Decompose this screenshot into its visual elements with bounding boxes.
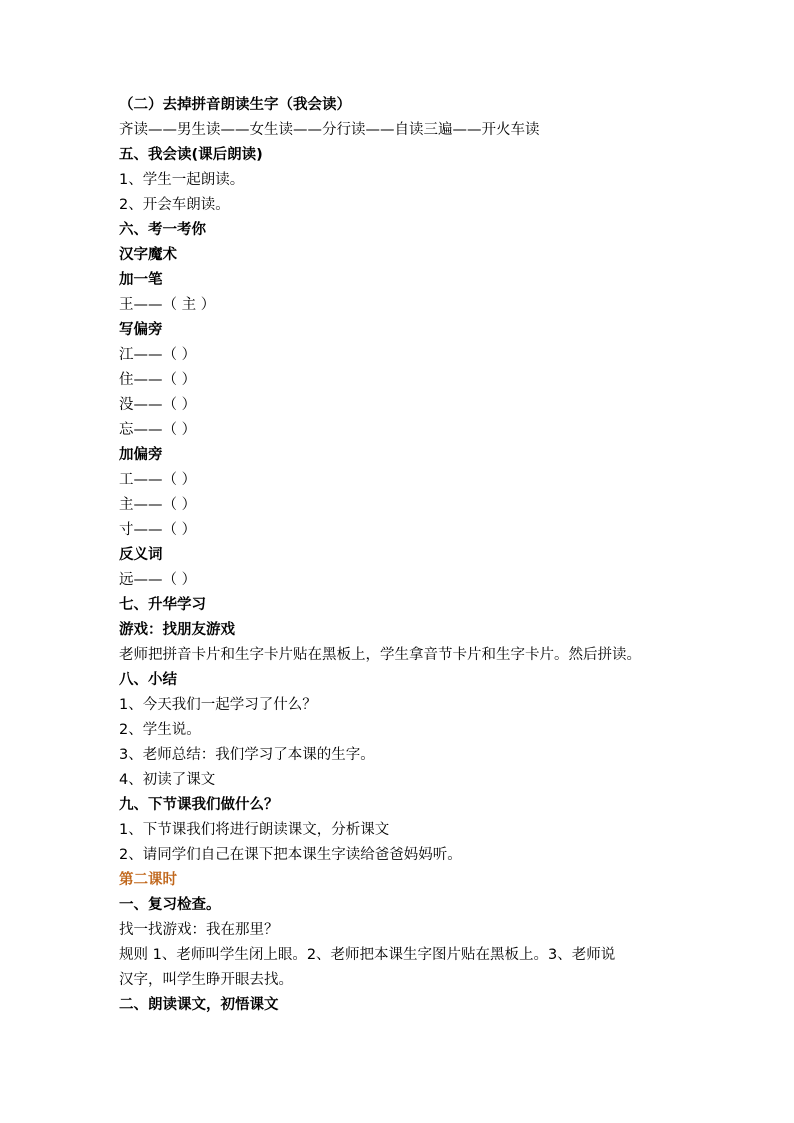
- subheading: 加一笔: [119, 272, 163, 288]
- exercise-item: 江——（ ）: [119, 347, 197, 363]
- paragraph: 3、老师总结：我们学习了本课的生字。: [119, 747, 375, 763]
- paragraph: 2、请同学们自己在课下把本课生字读给爸爸妈妈听。: [119, 847, 462, 863]
- exercise-item: 工——（ ）: [119, 472, 197, 488]
- section-heading: 七、升华学习: [119, 597, 206, 613]
- exercise-item: 王——（ 主 ）: [119, 297, 216, 313]
- paragraph: 2、开会车朗读。: [119, 197, 230, 213]
- section-heading: 一、复习检查。: [119, 897, 221, 913]
- subheading: 加偏旁: [119, 447, 163, 463]
- paragraph: 齐读——男生读——女生读——分行读——自读三遍——开火车读: [119, 122, 540, 138]
- exercise-item: 住——（ ）: [119, 372, 197, 388]
- section-heading: （二）去掉拼音朗读生字（我会读）: [119, 97, 351, 113]
- subheading: 游戏：找朋友游戏: [119, 622, 235, 638]
- exercise-item: 主——（ ）: [119, 497, 197, 513]
- paragraph: 2、学生说。: [119, 722, 201, 738]
- paragraph: 找一找游戏：我在那里？: [119, 922, 279, 938]
- exercise-item: 寸——（ ）: [119, 522, 197, 538]
- paragraph: 1、今天我们一起学习了什么？: [119, 697, 317, 713]
- paragraph: 规则 1、老师叫学生闭上眼。2、老师把本课生字图片贴在黑板上。3、老师说: [119, 947, 616, 963]
- subheading: 汉字魔术: [119, 247, 177, 263]
- section-heading: 九、下节课我们做什么？: [119, 797, 279, 813]
- section-heading: 六、考一考你: [119, 222, 206, 238]
- exercise-item: 忘——（ ）: [119, 422, 197, 438]
- lesson-heading: 第二课时: [119, 872, 177, 888]
- subheading: 反义词: [119, 547, 163, 563]
- paragraph: 老师把拼音卡片和生字卡片贴在黑板上，学生拿音节卡片和生字卡片。然后拼读。: [119, 647, 641, 663]
- section-heading: 五、我会读(课后朗读): [119, 147, 263, 163]
- exercise-item: 没——（ ）: [119, 397, 197, 413]
- paragraph: 1、学生一起朗读。: [119, 172, 245, 188]
- document-body: [119, 93, 719, 1018]
- paragraph: 4、初读了课文: [119, 772, 216, 788]
- exercise-item: 远——（ ）: [119, 572, 197, 588]
- paragraph: 1、下节课我们将进行朗读课文，分析课文: [119, 822, 390, 838]
- section-heading: 八、小结: [119, 672, 177, 688]
- paragraph: 汉字，叫学生睁开眼去找。: [119, 972, 293, 988]
- section-heading: 二、朗读课文，初悟课文: [119, 997, 279, 1013]
- subheading: 写偏旁: [119, 322, 163, 338]
